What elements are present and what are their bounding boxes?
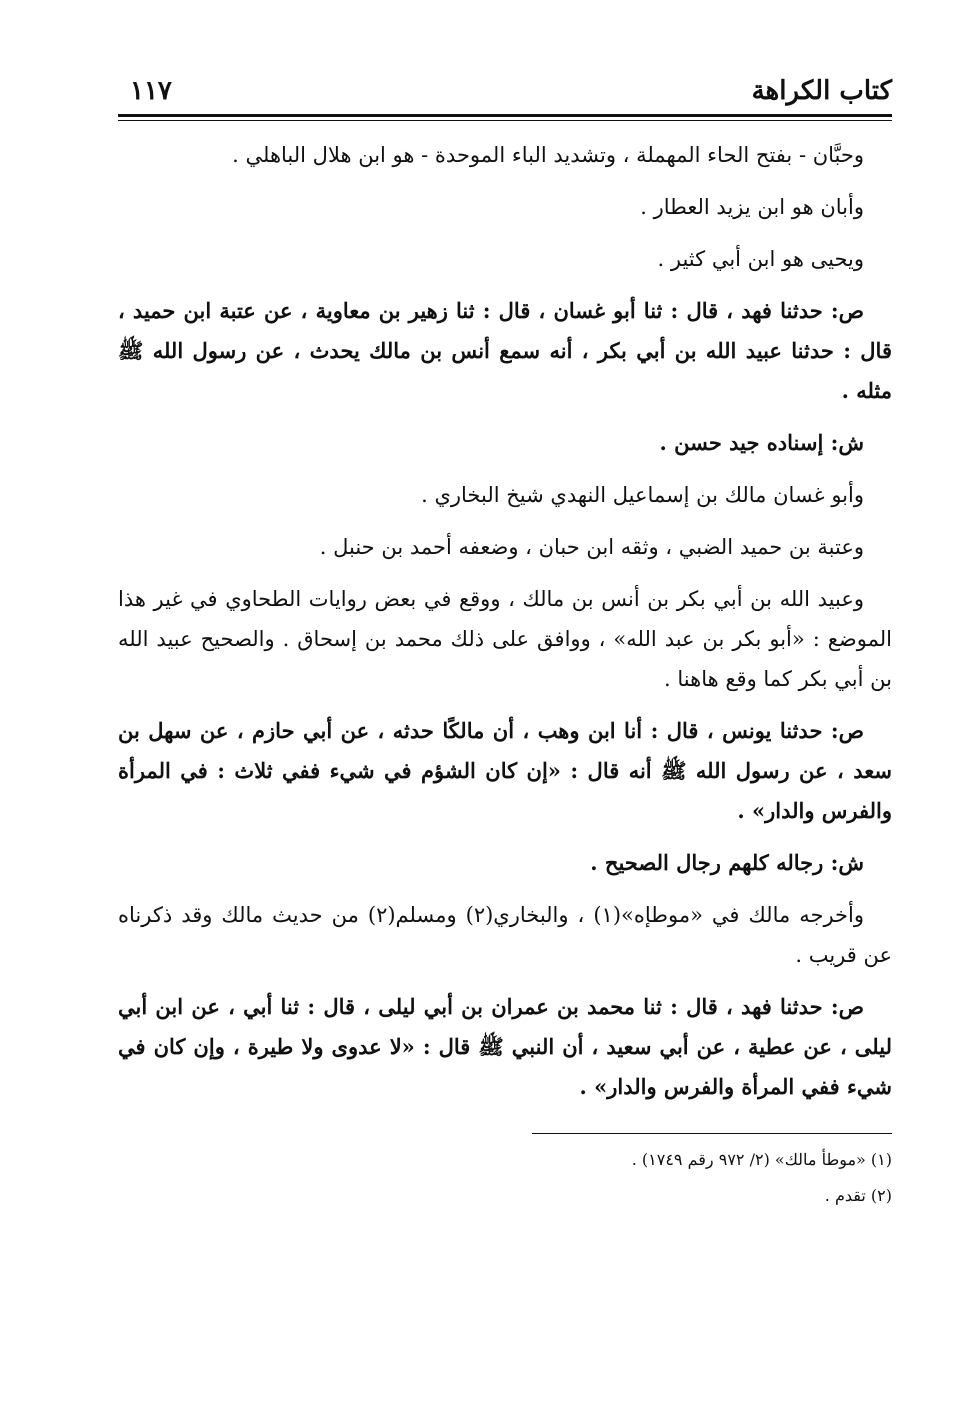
paragraph: وأخرجه مالك في «موطإه»(١) ، والبخاري(٢) ومسلم(٢) من حديث مالك وقد ذكرناه عن قريب . (118, 903, 892, 967)
commentary-paragraph: ش: رجاله كلهم رجال الصحيح . (590, 850, 864, 875)
footnote-rule (532, 1133, 892, 1134)
page-header (118, 70, 892, 114)
paragraph: وعبيد الله بن أبي بكر بن أنس بن مالك ، ووقع في بعض روايات الطحاوي في غير هذا الموضع : «أبو بكر بن عبد الله» ، ووافق على ذلك محمد بن إسحاق . والصحيح عبيد الله بن أبي بكر كما وقع هاهنا . (118, 587, 892, 691)
chapter-title: كتاب الكراهة (751, 76, 892, 106)
paragraph: وأبان هو ابن يزيد العطار . (640, 195, 864, 219)
footnote: (١) «موطأ مالك» (٢/ ٩٧٢ رقم ١٧٤٩) . (631, 1150, 892, 1169)
hadith-paragraph: ص: حدثنا فهد ، قال : ثنا محمد بن عمران بن أبي ليلى ، قال : ثنا أبي ، عن ابن أبي ليلى ، عن عطية ، عن أبي سعيد ، أن النبي ﷺ قال : «لا عدوى ولا طيرة ، وإن كان في شيء ففي المرأة والفرس والدار» . (118, 994, 892, 1099)
paragraph: وحبَّان - بفتح الحاء المهملة ، وتشديد الباء الموحدة - هو ابن هلال الباهلي . (232, 143, 864, 167)
header-rule-thick (118, 114, 892, 117)
hadith-paragraph: ص: حدثنا فهد ، قال : ثنا أبو غسان ، قال : ثنا زهير بن معاوية ، عن عتبة ابن حميد ، قال : حدثنا عبيد الله بن أبي بكر ، أنه سمع أنس بن مالك يحدث ، عن رسول الله ﷺ مثله . (118, 298, 892, 403)
footnotes (118, 1142, 892, 1214)
header-rule-thin (118, 120, 892, 121)
hadith-paragraph: ص: حدثنا يونس ، قال : أنا ابن وهب ، أن مالكًا حدثه ، عن أبي حازم ، عن سهل بن سعد ، عن رسول الله ﷺ أنه قال : «إن كان الشؤم في شيء ففي ثلاث : في المرأة والفرس والدار» . (118, 718, 892, 823)
commentary-paragraph: ش: إسناده جيد حسن . (659, 430, 864, 455)
book-page (118, 70, 892, 1214)
paragraph: وأبو غسان مالك بن إسماعيل النهدي شيخ البخاري . (421, 483, 864, 507)
main-text (118, 135, 892, 1107)
footnote: (٢) تقدم . (824, 1186, 892, 1205)
paragraph: وعتبة بن حميد الضبي ، وثقه ابن حبان ، وضعفه أحمد بن حنبل . (319, 535, 864, 559)
page-number: ١١٧ (130, 76, 172, 106)
paragraph: ويحيى هو ابن أبي كثير . (657, 247, 864, 271)
